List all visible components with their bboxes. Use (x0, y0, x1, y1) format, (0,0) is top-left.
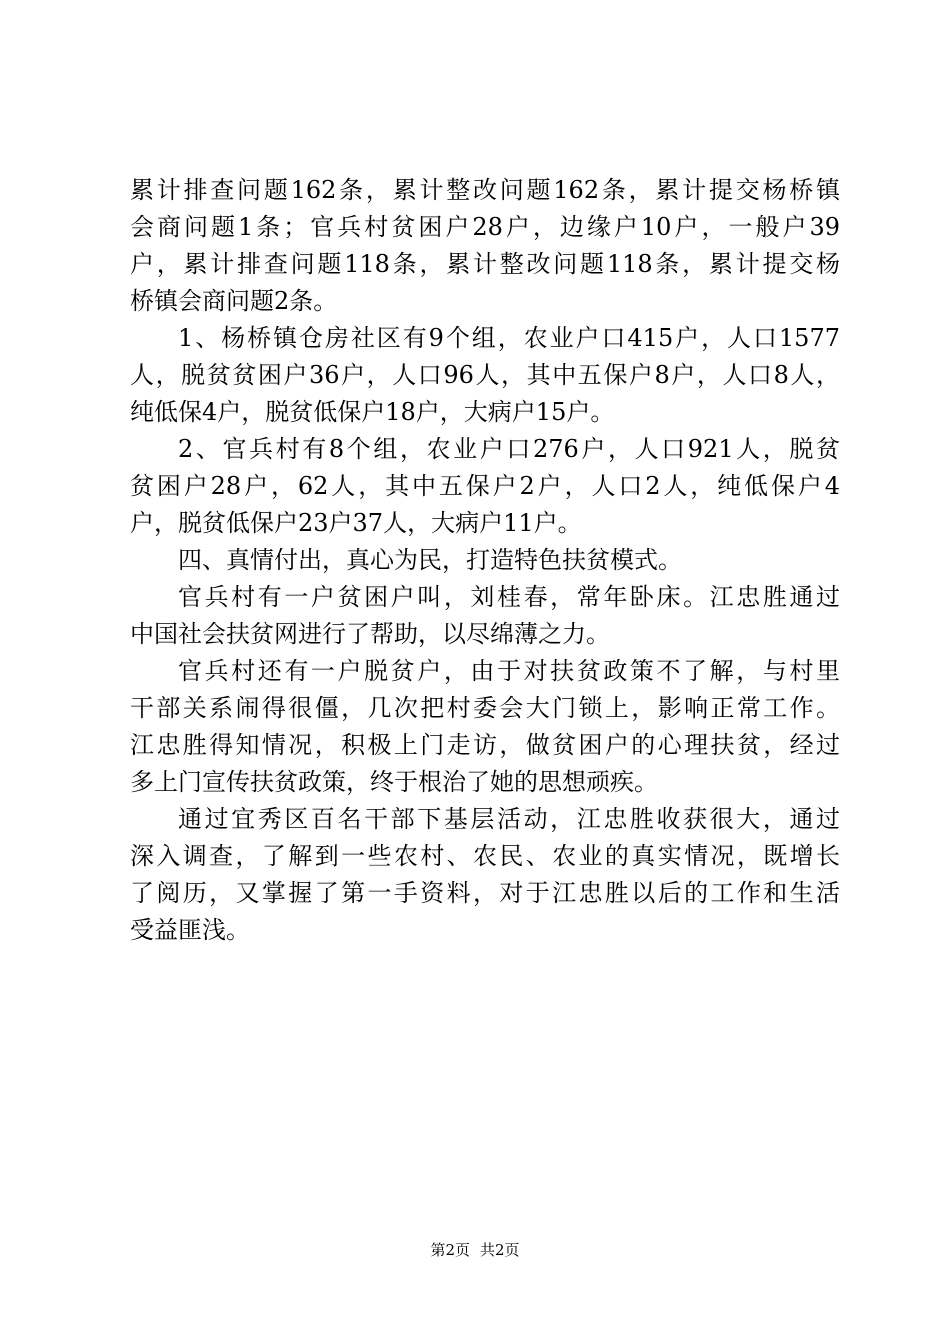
section-heading: 四、真情付出，真心为民，打造特色扶贫模式。 (178, 546, 682, 574)
text-line: 会商问题1条；官兵村贫困户28户，边缘户10户，一般户39 (130, 213, 840, 241)
page-total: 共2页 (480, 1241, 520, 1259)
text-line: 官兵村还有一户脱贫户，由于对扶贫政策不了解，与村里 (178, 657, 840, 685)
document-body (130, 172, 840, 949)
page-footer (0, 1240, 950, 1260)
text-line: 贫困户28户，62人，其中五保户2户，人口2人，纯低保户4 (130, 472, 840, 500)
text-line: 2、官兵村有8个组，农业户口276户，人口921人，脱贫 (178, 435, 840, 463)
text-line: 桥镇会商问题2条。 (130, 287, 338, 315)
text-line: 累计排查问题162条，累计整改问题162条，累计提交杨桥镇 (130, 176, 840, 204)
text-line: 户，累计排查问题118条，累计整改问题118条，累计提交杨 (130, 250, 840, 278)
text-line: 通过宜秀区百名干部下基层活动，江忠胜收获很大，通过 (178, 805, 840, 833)
text-line: 官兵村有一户贫困户叫，刘桂春，常年卧床。江忠胜通过 (178, 583, 840, 611)
text-line: 中国社会扶贫网进行了帮助，以尽绵薄之力。 (130, 620, 610, 648)
text-line: 受益匪浅。 (130, 916, 250, 944)
page-number: 第2页 (430, 1241, 470, 1259)
text-line: 人，脱贫贫困户36户，人口96人，其中五保户8户，人口8人， (130, 361, 840, 389)
text-line: 多上门宣传扶贫政策，终于根治了她的思想顽疾。 (130, 768, 658, 796)
text-line: 干部关系闹得很僵，几次把村委会大门锁上，影响正常工作。 (130, 694, 840, 722)
text-line: 户，脱贫低保户23户37人，大病户11户。 (130, 509, 582, 537)
text-line: 了阅历，又掌握了第一手资料，对于江忠胜以后的工作和生活 (130, 879, 840, 907)
text-line: 深入调查，了解到一些农村、农民、农业的真实情况，既增长 (130, 842, 840, 870)
text-line: 纯低保4户，脱贫低保户18户，大病户15户。 (130, 398, 615, 426)
text-line: 江忠胜得知情况，积极上门走访，做贫困户的心理扶贫，经过 (130, 731, 840, 759)
text-line: 1、杨桥镇仓房社区有9个组，农业户口415户，人口1577 (178, 324, 840, 352)
